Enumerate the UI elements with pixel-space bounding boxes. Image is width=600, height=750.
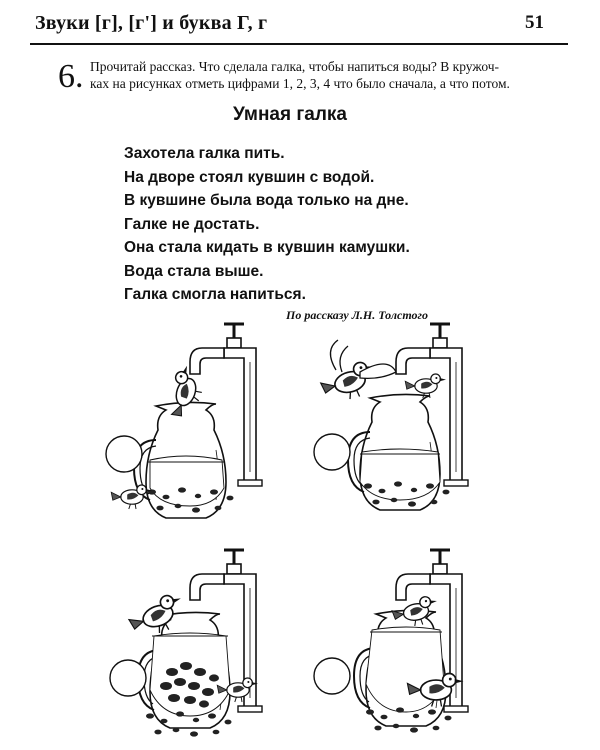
header-title: Звуки [г], [г'] и буква Г, г [35,12,268,34]
story-line: В кувшине была вода только на дне. [124,192,409,209]
answer-circle-4[interactable] [314,658,350,694]
instruction-line: ках на рисунках отметь цифрами 1, 2, 3, 4 что было сначала, а что потом. [90,76,510,91]
story-attribution: По рассказу Л.Н. Толстого [286,308,428,322]
story-line: Галка смогла напиться. [124,286,306,303]
picture-1 [106,324,262,518]
story-line: Она стала кидать в кувшин камушки. [124,239,410,256]
page-number: 51 [525,12,544,33]
exercise-number: 6. [58,58,84,95]
story-line: На дворе стоял кувшин с водой. [124,168,375,186]
story-line: Галке не достать. [124,215,260,233]
story-line: Захотела галка пить. [124,145,285,162]
picture-3 [110,550,262,737]
answer-circle-2[interactable] [314,434,350,470]
answer-circle-3[interactable] [110,660,146,696]
story-title: Умная галка [233,104,347,125]
answer-circle-1[interactable] [106,436,142,472]
picture-4 [314,550,468,733]
instruction-line: Прочитай рассказ. Что сделала галка, чтобы напиться воды? В кружоч- [90,59,500,74]
story-line: Вода стала выше. [124,262,264,280]
picture-2 [314,324,468,510]
